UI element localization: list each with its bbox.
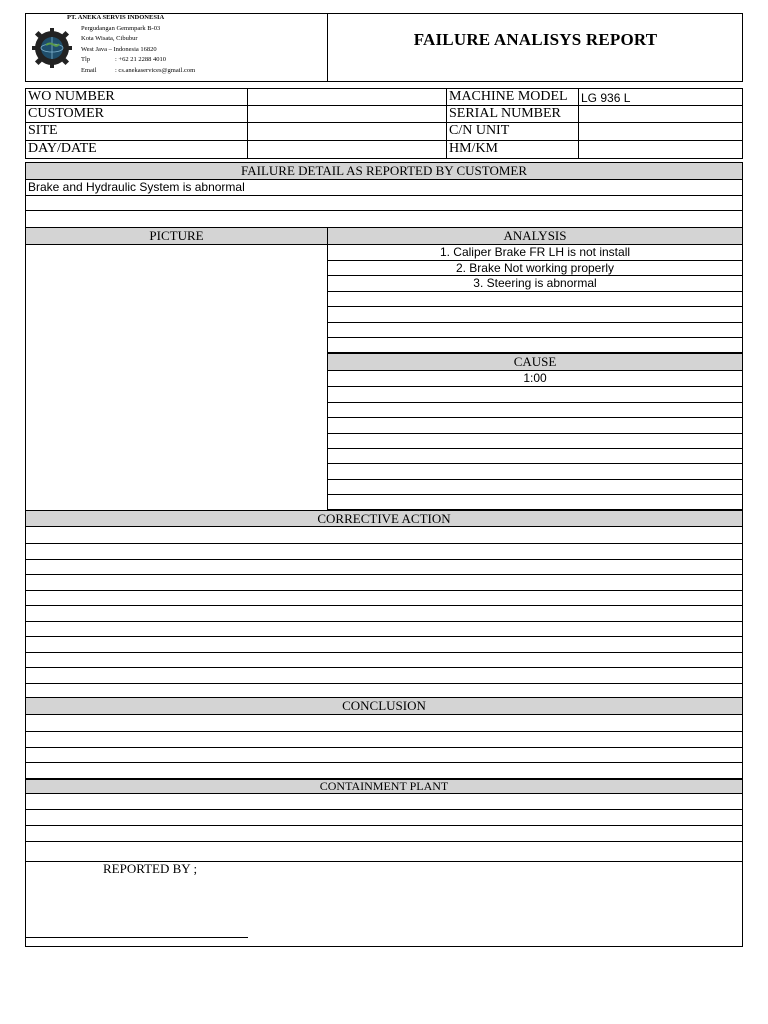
corrective-action-line[interactable] xyxy=(25,527,743,544)
cause-item[interactable] xyxy=(327,434,743,449)
conclusion-line[interactable] xyxy=(25,748,743,763)
analysis-item[interactable] xyxy=(327,338,743,353)
cause-item[interactable] xyxy=(327,403,743,418)
analysis-item[interactable]: 3. Steering is abnormal xyxy=(327,276,743,292)
containment-plant-heading: CONTAINMENT PLANT xyxy=(25,779,743,794)
analysis-item[interactable] xyxy=(327,292,743,307)
conclusion-line[interactable] xyxy=(25,732,743,748)
failure-detail-heading: FAILURE DETAIL AS REPORTED BY CUSTOMER xyxy=(25,162,743,180)
failure-detail-spacer xyxy=(25,211,743,227)
cause-item[interactable] xyxy=(327,480,743,495)
customer-field[interactable] xyxy=(247,105,447,123)
company-name: PT. ANEKA SERVIS INDONESIA xyxy=(67,14,165,21)
cause-heading: CAUSE xyxy=(327,353,743,371)
picture-heading: PICTURE xyxy=(25,227,328,245)
conclusion-heading: CONCLUSION xyxy=(25,697,743,715)
containment-line[interactable] xyxy=(25,826,743,842)
corrective-action-line[interactable] xyxy=(25,653,743,668)
cause-item[interactable] xyxy=(327,464,743,480)
company-email: : cs.anekaservices@gmail.com xyxy=(115,66,196,74)
company-address-1: Pergudangan Gemmpark B-03 xyxy=(81,24,161,32)
corrective-action-line[interactable] xyxy=(25,622,743,637)
corrective-action-line[interactable] xyxy=(25,606,743,622)
customer-label: CUSTOMER xyxy=(25,105,248,123)
corrective-action-line[interactable] xyxy=(25,560,743,575)
analysis-item[interactable]: 1. Caliper Brake FR LH is not install xyxy=(327,245,743,261)
containment-line[interactable] xyxy=(25,794,743,810)
signature-line xyxy=(25,937,248,938)
corrective-action-line[interactable] xyxy=(25,668,743,684)
company-address-3: West Java – Indonesia 16820 xyxy=(81,45,157,53)
company-logo-icon xyxy=(32,28,72,68)
failure-detail-line[interactable]: Brake and Hydraulic System is abnormal xyxy=(25,180,743,196)
machine-model-label: MACHINE MODEL xyxy=(446,88,579,106)
report-title: FAILURE ANALISYS REPORT xyxy=(413,30,658,49)
cause-item[interactable] xyxy=(327,449,743,464)
corrective-action-line[interactable] xyxy=(25,637,743,653)
cause-item[interactable] xyxy=(327,495,743,510)
conclusion-line[interactable] xyxy=(25,763,743,779)
cause-item[interactable] xyxy=(327,418,743,434)
analysis-item[interactable]: 2. Brake Not working properly xyxy=(327,261,743,276)
cause-item[interactable]: 1:00 xyxy=(327,371,743,387)
site-label: SITE xyxy=(25,122,248,141)
day-date-field[interactable] xyxy=(247,140,447,159)
containment-line[interactable] xyxy=(25,810,743,826)
phone-label: Tlp xyxy=(81,56,91,63)
analysis-heading: ANALYSIS xyxy=(327,227,743,245)
company-phone: : +62 21 2288 4010 xyxy=(115,56,166,63)
reported-by-label: REPORTED BY ; xyxy=(103,861,198,876)
email-label: Email xyxy=(81,66,97,74)
company-address-2: Kota Wisata, Cibubur xyxy=(81,35,138,42)
machine-model-field[interactable]: LG 936 L xyxy=(578,88,743,106)
wo-number-label: WO NUMBER xyxy=(25,88,248,106)
analysis-item[interactable] xyxy=(327,307,743,323)
corrective-action-line[interactable] xyxy=(25,575,743,591)
hm-km-label: HM/KM xyxy=(446,140,579,159)
site-field[interactable] xyxy=(247,122,447,141)
corrective-action-line[interactable] xyxy=(25,544,743,560)
corrective-action-heading: CORRECTIVE ACTION xyxy=(25,510,743,527)
picture-area[interactable] xyxy=(25,245,328,511)
corrective-action-line[interactable] xyxy=(25,591,743,606)
cn-unit-label: C/N UNIT xyxy=(446,122,579,141)
hm-km-field[interactable] xyxy=(578,140,743,159)
company-info xyxy=(67,13,195,76)
wo-number-field[interactable] xyxy=(247,88,447,106)
conclusion-line[interactable] xyxy=(25,715,743,732)
serial-number-label: SERIAL NUMBER xyxy=(446,105,579,123)
day-date-label: DAY/DATE xyxy=(25,140,248,159)
serial-number-field[interactable] xyxy=(578,105,743,123)
cn-unit-field[interactable] xyxy=(578,122,743,141)
failure-detail-line[interactable] xyxy=(25,196,743,211)
analysis-item[interactable] xyxy=(327,323,743,338)
cause-item[interactable] xyxy=(327,387,743,403)
